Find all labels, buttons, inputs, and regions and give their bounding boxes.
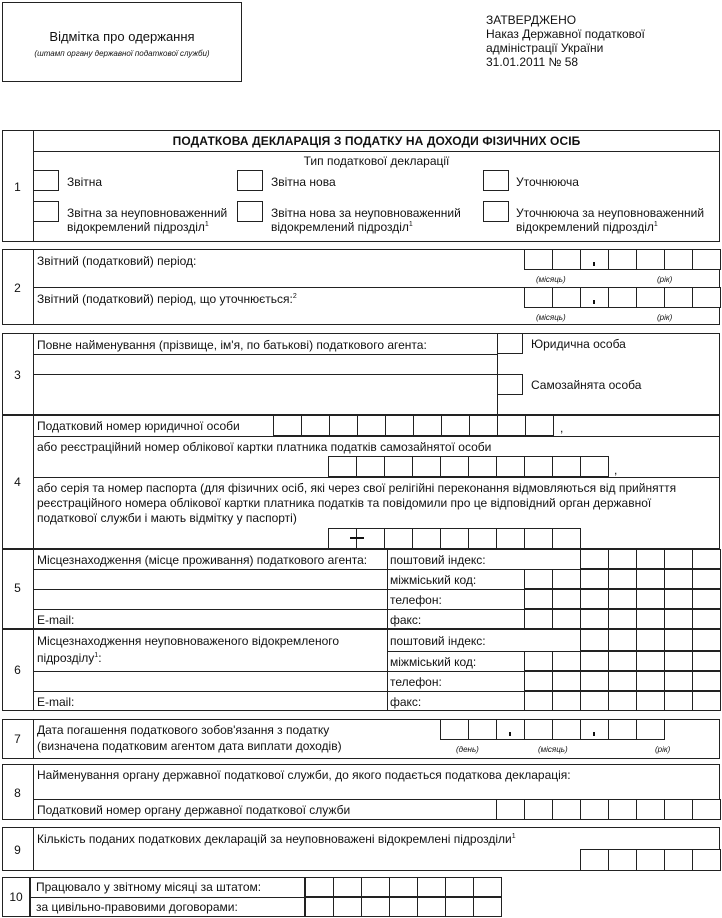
label-reporting-new-unit-2: відокремлений підрозділ$^1$ <box>271 220 413 234</box>
clarified-period-label: Звітний (податковий) період, що уточнюється:$^2$ <box>37 292 297 306</box>
passport-cell[interactable] <box>412 528 441 549</box>
authority-number-cell[interactable] <box>664 799 693 820</box>
date-cell[interactable] <box>608 719 637 740</box>
staff-count-cell[interactable] <box>417 877 446 897</box>
period-separator <box>593 300 595 304</box>
postal-code-cell[interactable] <box>580 549 609 569</box>
agent-postal-label: поштовий індекс: <box>390 553 486 567</box>
date-separator <box>593 732 595 736</box>
approval-line-4: 31.01.2011 № 58 <box>486 55 579 69</box>
section-6-number: 6 <box>14 663 21 677</box>
tax-number-cell[interactable] <box>441 415 470 436</box>
postal-code-cell[interactable] <box>692 629 721 651</box>
period-month-caption: (місяць) <box>536 275 566 284</box>
postal-code-cell[interactable] <box>692 549 721 569</box>
intercity-code-cell[interactable] <box>664 569 693 589</box>
postal-code-cell[interactable] <box>608 629 637 651</box>
phone-cell[interactable] <box>664 671 693 691</box>
period-cell[interactable] <box>524 249 553 270</box>
intercity-code-cell[interactable] <box>636 651 665 671</box>
agent-email-label: E-mail: <box>37 613 75 627</box>
phone-cell[interactable] <box>580 589 609 609</box>
agent-location-label: Місцезнаходження (місце проживання) податкового агента: <box>37 553 368 567</box>
declarations-count-label: Кількість поданих податкових декларацій за неуповноважені відокремлені підрозділи$^1$ <box>37 832 516 846</box>
intercity-code-cell[interactable] <box>580 569 609 589</box>
agent-intercity-label: міжміський код: <box>390 573 477 587</box>
passport-separator <box>350 537 364 539</box>
label-reporting: Звітна <box>67 175 103 189</box>
passport-cell[interactable] <box>440 528 469 549</box>
section-10-number: 10 <box>9 890 23 904</box>
postal-code-cell[interactable] <box>636 629 665 651</box>
date-cell[interactable] <box>496 719 525 740</box>
phone-cell[interactable] <box>636 589 665 609</box>
tax-number-cell[interactable] <box>329 415 358 436</box>
postal-code-cell[interactable] <box>664 549 693 569</box>
tax-number-cell[interactable] <box>497 415 526 436</box>
checkbox-reporting-new[interactable] <box>237 170 263 191</box>
postal-code-cell[interactable] <box>608 549 637 569</box>
phone-cell[interactable] <box>524 589 553 609</box>
checkbox-reporting-new-unit[interactable] <box>237 201 263 222</box>
label-clarifying: Уточнююча <box>516 175 579 189</box>
reporting-period-label: Звітний (податковий) період: <box>37 254 197 268</box>
phone-cell[interactable] <box>608 671 637 691</box>
period-cell[interactable] <box>636 287 665 308</box>
tax-number-cell[interactable] <box>301 415 330 436</box>
intercity-code-cell[interactable] <box>580 651 609 671</box>
date-cell[interactable] <box>440 719 469 740</box>
phone-cell[interactable] <box>692 671 721 691</box>
reg-number-cell[interactable] <box>496 456 525 477</box>
date-cell[interactable] <box>468 719 497 740</box>
tax-number-cell[interactable] <box>273 415 302 436</box>
fax-cell[interactable] <box>692 691 721 711</box>
fax-cell[interactable] <box>664 609 693 629</box>
fax-cell[interactable] <box>552 609 581 629</box>
unit-intercity-label: міжміський код: <box>390 655 477 669</box>
label-legal-entity: Юридична особа <box>531 337 626 351</box>
staff-count-cell[interactable] <box>361 877 390 897</box>
label-clarifying-unit-2: відокремлений підрозділ$^1$ <box>516 220 658 234</box>
reg-number-comma: , <box>614 463 618 477</box>
count-cell[interactable] <box>608 849 637 871</box>
contract-count-cell[interactable] <box>361 897 390 917</box>
authority-number-cell[interactable] <box>552 799 581 820</box>
fax-cell[interactable] <box>552 691 581 711</box>
receipt-stamp-box <box>2 2 242 82</box>
phone-cell[interactable] <box>552 589 581 609</box>
intercity-code-cell[interactable] <box>608 569 637 589</box>
postal-code-cell[interactable] <box>664 629 693 651</box>
tax-number-cell[interactable] <box>525 415 554 436</box>
tax-number-cell[interactable] <box>357 415 386 436</box>
staff-count-cell[interactable] <box>389 877 418 897</box>
reg-number-label: або реєстраційний номер облікової картки платника податків самозайнятої особи <box>37 440 492 454</box>
passport-cell[interactable] <box>384 528 413 549</box>
section-5-number: 5 <box>14 581 21 595</box>
clarified-year-caption: (рік) <box>657 313 673 322</box>
authority-number-cell[interactable] <box>608 799 637 820</box>
passport-label-2: реєстраційного номера облікової картки платника податків та повідомили про це відповідний орган державної <box>37 496 652 510</box>
count-cell[interactable] <box>664 849 693 871</box>
unit-location-label-2: підрозділу$^1$: <box>37 651 102 665</box>
tax-number-cell[interactable] <box>469 415 498 436</box>
reg-number-cell[interactable] <box>440 456 469 477</box>
form-title: ПОДАТКОВА ДЕКЛАРАЦІЯ З ПОДАТКУ НА ДОХОДИ ФІЗИЧНИХ ОСІБ <box>172 134 581 148</box>
fax-cell[interactable] <box>580 609 609 629</box>
unit-location-label-1: Місцезнаходження неуповноваженого відокремленого <box>37 634 340 648</box>
authority-number-cell[interactable] <box>580 799 609 820</box>
period-cell[interactable] <box>664 249 693 270</box>
checkbox-reporting[interactable] <box>33 170 59 191</box>
period-cell[interactable] <box>552 287 581 308</box>
period-cell[interactable] <box>580 249 609 270</box>
staff-count-cell[interactable] <box>445 877 474 897</box>
phone-cell[interactable] <box>608 589 637 609</box>
reg-number-cell[interactable] <box>580 456 609 477</box>
passport-cell[interactable] <box>468 528 497 549</box>
passport-label-1: або серія та номер паспорта (для фізичних осіб, які через свої релігійні переконання відмовляються від прийняття <box>37 481 677 495</box>
agent-fax-label: факс: <box>390 613 422 627</box>
unit-fax-label: факс: <box>390 695 422 709</box>
reg-number-cell[interactable] <box>524 456 553 477</box>
reg-number-cell[interactable] <box>468 456 497 477</box>
section-8-number: 8 <box>14 786 21 800</box>
intercity-code-cell[interactable] <box>664 651 693 671</box>
intercity-code-cell[interactable] <box>608 651 637 671</box>
period-cell[interactable] <box>692 287 721 308</box>
intercity-code-cell[interactable] <box>524 569 553 589</box>
period-cell[interactable] <box>608 287 637 308</box>
label-reporting-unit-2: відокремлений підрозділ$^1$ <box>67 220 209 234</box>
section-1-number: 1 <box>14 180 21 194</box>
intercity-code-cell[interactable] <box>552 569 581 589</box>
due-date-label-2: (визначена податковим агентом дата виплати доходів) <box>37 739 342 753</box>
period-cell[interactable] <box>524 287 553 308</box>
period-cell[interactable] <box>552 249 581 270</box>
passport-cell[interactable] <box>496 528 525 549</box>
fax-cell[interactable] <box>608 691 637 711</box>
contract-count-cell[interactable] <box>333 897 362 917</box>
fax-cell[interactable] <box>692 609 721 629</box>
postal-code-cell[interactable] <box>636 549 665 569</box>
phone-cell[interactable] <box>664 589 693 609</box>
period-cell[interactable] <box>636 249 665 270</box>
period-cell[interactable] <box>580 287 609 308</box>
phone-cell[interactable] <box>580 671 609 691</box>
count-cell[interactable] <box>692 849 721 871</box>
fax-cell[interactable] <box>580 691 609 711</box>
checkbox-clarifying-unit[interactable] <box>483 201 509 222</box>
period-cell[interactable] <box>664 287 693 308</box>
agent-phone-label: телефон: <box>390 593 442 607</box>
phone-cell[interactable] <box>524 671 553 691</box>
approval-line-3: адміністрації України <box>486 41 604 55</box>
checkbox-legal-entity[interactable] <box>497 333 523 354</box>
contract-count-cell[interactable] <box>473 897 502 917</box>
clarified-month-caption: (місяць) <box>536 313 566 322</box>
stamp-title: Відмітка про одержання <box>49 29 195 44</box>
phone-cell[interactable] <box>552 671 581 691</box>
label-reporting-new-unit-1: Звітна нова за неуповноваженний <box>271 206 461 220</box>
date-cell[interactable] <box>524 719 553 740</box>
staff-count-label: Працювало у звітному місяці за штатом: <box>36 880 262 894</box>
unit-phone-label: телефон: <box>390 675 442 689</box>
date-separator <box>509 732 511 736</box>
passport-cell[interactable] <box>524 528 553 549</box>
contract-count-cell[interactable] <box>417 897 446 917</box>
approval-line-1: ЗАТВЕРДЖЕНО <box>486 13 577 27</box>
tax-number-cell[interactable] <box>413 415 442 436</box>
fax-cell[interactable] <box>636 691 665 711</box>
section-9-number: 9 <box>14 843 21 857</box>
due-year-caption: (рік) <box>655 745 671 754</box>
authority-number-cell[interactable] <box>692 799 721 820</box>
section-4-number: 4 <box>14 475 21 489</box>
contract-count-cell[interactable] <box>445 897 474 917</box>
count-cell[interactable] <box>580 849 609 871</box>
phone-cell[interactable] <box>636 671 665 691</box>
period-cell[interactable] <box>608 249 637 270</box>
staff-count-cell[interactable] <box>333 877 362 897</box>
fax-cell[interactable] <box>608 609 637 629</box>
label-self-employed: Самозайнята особа <box>531 378 642 392</box>
label-reporting-unit-1: Звітна за неуповноваженний <box>67 206 228 220</box>
checkbox-self-employed[interactable] <box>497 374 523 395</box>
period-cell[interactable] <box>692 249 721 270</box>
fax-cell[interactable] <box>524 691 553 711</box>
tax-number-comma: , <box>560 421 564 435</box>
passport-label-3: податкової служби і мають відмітку у паспорті) <box>37 511 297 525</box>
section-3-number: 3 <box>14 368 21 382</box>
section-2-number: 2 <box>14 281 21 295</box>
section-7-number: 7 <box>14 732 21 746</box>
tax-authority-name-label: Найменування органу державної податкової служби, до якого подається податкова декларація: <box>37 768 571 782</box>
authority-number-cell[interactable] <box>496 799 525 820</box>
reg-number-cell[interactable] <box>412 456 441 477</box>
intercity-code-cell[interactable] <box>636 569 665 589</box>
staff-count-cell[interactable] <box>473 877 502 897</box>
period-year-caption: (рік) <box>657 275 673 284</box>
intercity-code-cell[interactable] <box>524 651 553 671</box>
approval-line-2: Наказ Державної податкової <box>486 27 645 41</box>
unit-email-label: E-mail: <box>37 695 75 709</box>
reg-number-cell[interactable] <box>384 456 413 477</box>
staff-count-cell[interactable] <box>305 877 334 897</box>
reg-number-cell[interactable] <box>356 456 385 477</box>
period-separator <box>593 262 595 266</box>
date-cell[interactable] <box>636 719 665 740</box>
tax-authority-number-label: Податковий номер органу державної податкової служби <box>37 803 351 817</box>
tax-number-cell[interactable] <box>385 415 414 436</box>
reg-number-cell[interactable] <box>552 456 581 477</box>
intercity-code-cell[interactable] <box>692 569 721 589</box>
tax-number-label: Податковий номер юридичної особи <box>37 419 240 433</box>
checkbox-clarifying[interactable] <box>483 170 509 191</box>
agent-name-label: Повне найменування (прізвище, ім'я, по батькові) податкового агента: <box>37 338 427 352</box>
phone-cell[interactable] <box>692 589 721 609</box>
postal-code-cell[interactable] <box>580 629 609 651</box>
stamp-subtitle: (штамп органу державної податкової служби) <box>34 49 210 58</box>
due-month-caption: (місяць) <box>538 745 568 754</box>
intercity-code-cell[interactable] <box>692 651 721 671</box>
due-day-caption: (день) <box>456 745 479 754</box>
count-cell[interactable] <box>636 849 665 871</box>
due-date-label-1: Дата погашення податкового зобов'язання з податку <box>37 723 330 737</box>
intercity-code-cell[interactable] <box>552 651 581 671</box>
passport-cell[interactable] <box>552 528 581 549</box>
date-cell[interactable] <box>552 719 581 740</box>
unit-postal-label: поштовий індекс: <box>390 634 486 648</box>
label-reporting-new: Звітна нова <box>271 175 336 189</box>
reg-number-cell[interactable] <box>328 456 357 477</box>
checkbox-reporting-unit[interactable] <box>33 201 59 222</box>
fax-cell[interactable] <box>524 609 553 629</box>
fax-cell[interactable] <box>636 609 665 629</box>
contract-count-cell[interactable] <box>305 897 334 917</box>
date-cell[interactable] <box>580 719 609 740</box>
authority-number-cell[interactable] <box>524 799 553 820</box>
contract-count-cell[interactable] <box>389 897 418 917</box>
fax-cell[interactable] <box>664 691 693 711</box>
contract-count-label: за цивільно-правовими договорами: <box>36 900 238 914</box>
authority-number-cell[interactable] <box>636 799 665 820</box>
declaration-type-header: Тип податкової декларації <box>303 154 450 168</box>
label-clarifying-unit-1: Уточнююча за неуповноваженний <box>516 206 705 220</box>
